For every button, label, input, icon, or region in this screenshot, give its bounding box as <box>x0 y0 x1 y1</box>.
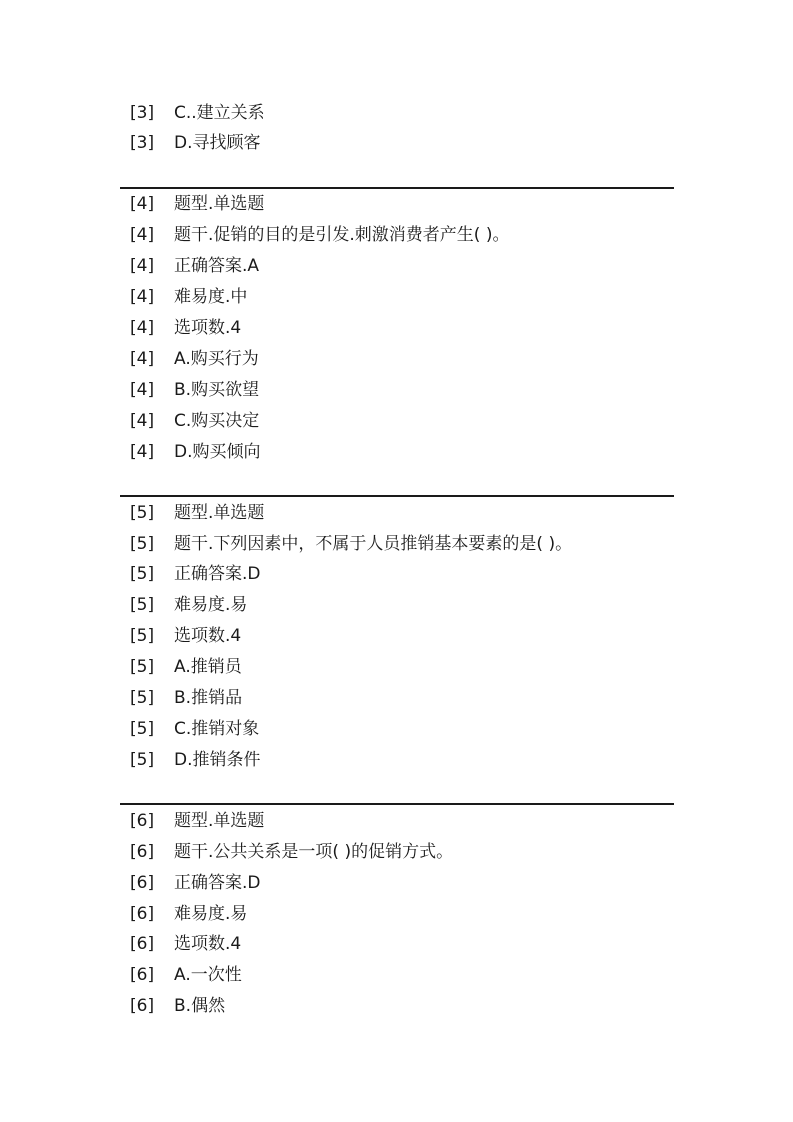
line-text: D.购买倾向 <box>174 441 261 462</box>
question-number: [4] <box>130 194 155 215</box>
question-line <box>0 437 793 468</box>
question-number: [5] <box>130 749 155 770</box>
line-text: C.购买决定 <box>174 410 260 431</box>
question-line <box>0 621 793 652</box>
question-number: [6] <box>130 965 155 986</box>
question-line <box>0 652 793 683</box>
question-line <box>0 960 793 991</box>
question-number: [4] <box>130 256 155 277</box>
question-line <box>0 991 793 1022</box>
line-text: D.推销条件 <box>174 749 261 770</box>
line-text: 选项数.4 <box>174 626 242 647</box>
question-number: [4] <box>130 348 155 369</box>
question-number: [5] <box>130 657 155 678</box>
question-number: [5] <box>130 595 155 616</box>
question-line <box>0 929 793 960</box>
line-text: A.推销员 <box>174 657 242 678</box>
fragment-line <box>0 98 793 129</box>
line-text: 难易度.中 <box>174 287 248 308</box>
line-text: 选项数.4 <box>174 318 242 338</box>
question-line <box>0 375 793 406</box>
line-text: A.一次性 <box>174 965 242 986</box>
question-number: [6] <box>130 841 155 862</box>
question-number: [4] <box>130 318 155 338</box>
question-number: [6] <box>130 810 155 831</box>
question-line <box>0 406 793 437</box>
line-text: B.购买欲望 <box>174 379 260 400</box>
question-line <box>0 868 793 899</box>
question-line <box>0 590 793 621</box>
question-line <box>0 282 793 313</box>
question-number: [6] <box>130 903 155 924</box>
question-number: [5] <box>130 626 155 647</box>
line-text: 题型.单选题 <box>174 502 265 523</box>
line-text: B.推销品 <box>174 688 243 708</box>
question-line <box>0 220 793 251</box>
question-line <box>0 344 793 375</box>
question-line <box>0 837 793 868</box>
question-number: [4] <box>130 441 155 462</box>
question-number: [5] <box>130 564 155 585</box>
line-text: D.寻找顾客 <box>174 133 261 154</box>
question-number: [3] <box>130 133 155 154</box>
line-text: 正确答案.D <box>174 564 261 585</box>
question-number: [5] <box>130 688 155 708</box>
question-line <box>0 745 793 776</box>
line-text: 难易度.易 <box>174 595 248 616</box>
question-number: [4] <box>130 379 155 400</box>
line-text: 题干.公共关系是一项( )的促销方式。 <box>174 841 454 862</box>
question-line <box>0 683 793 714</box>
line-text: 难易度.易 <box>174 903 248 924</box>
question-number: [6] <box>130 872 155 893</box>
line-text: 题干.促销的目的是引发.刺激消费者产生( )。 <box>174 225 510 246</box>
question-number: [4] <box>130 225 155 246</box>
question-line <box>0 714 793 745</box>
line-text: C..建立关系 <box>174 102 265 123</box>
line-text: 选项数.4 <box>174 934 242 955</box>
question-number: [5] <box>130 502 155 523</box>
question-number: [4] <box>130 287 155 308</box>
question-line <box>0 806 793 837</box>
question-number: [6] <box>130 996 155 1017</box>
fragment-line <box>0 128 793 159</box>
question-line <box>0 559 793 590</box>
question-number: [5] <box>130 718 155 739</box>
question-line <box>0 313 793 344</box>
question-line <box>0 899 793 930</box>
line-text: 正确答案.D <box>174 872 261 893</box>
question-number: [4] <box>130 410 155 431</box>
line-text: C.推销对象 <box>174 718 260 739</box>
question-number: [3] <box>130 102 155 123</box>
line-text: 题干.下列因素中，不属于人员推销基本要素的是( )。 <box>174 533 573 554</box>
line-text: A.购买行为 <box>174 348 259 369</box>
question-line <box>0 529 793 560</box>
line-text: B.偶然 <box>174 996 226 1017</box>
question-line <box>0 189 793 220</box>
line-text: 题型.单选题 <box>174 194 265 215</box>
question-number: [6] <box>130 934 155 955</box>
question-line <box>0 251 793 282</box>
line-text: 题型.单选题 <box>174 810 265 831</box>
line-text: 正确答案.A <box>174 256 260 277</box>
question-number: [5] <box>130 533 155 554</box>
question-line <box>0 498 793 529</box>
